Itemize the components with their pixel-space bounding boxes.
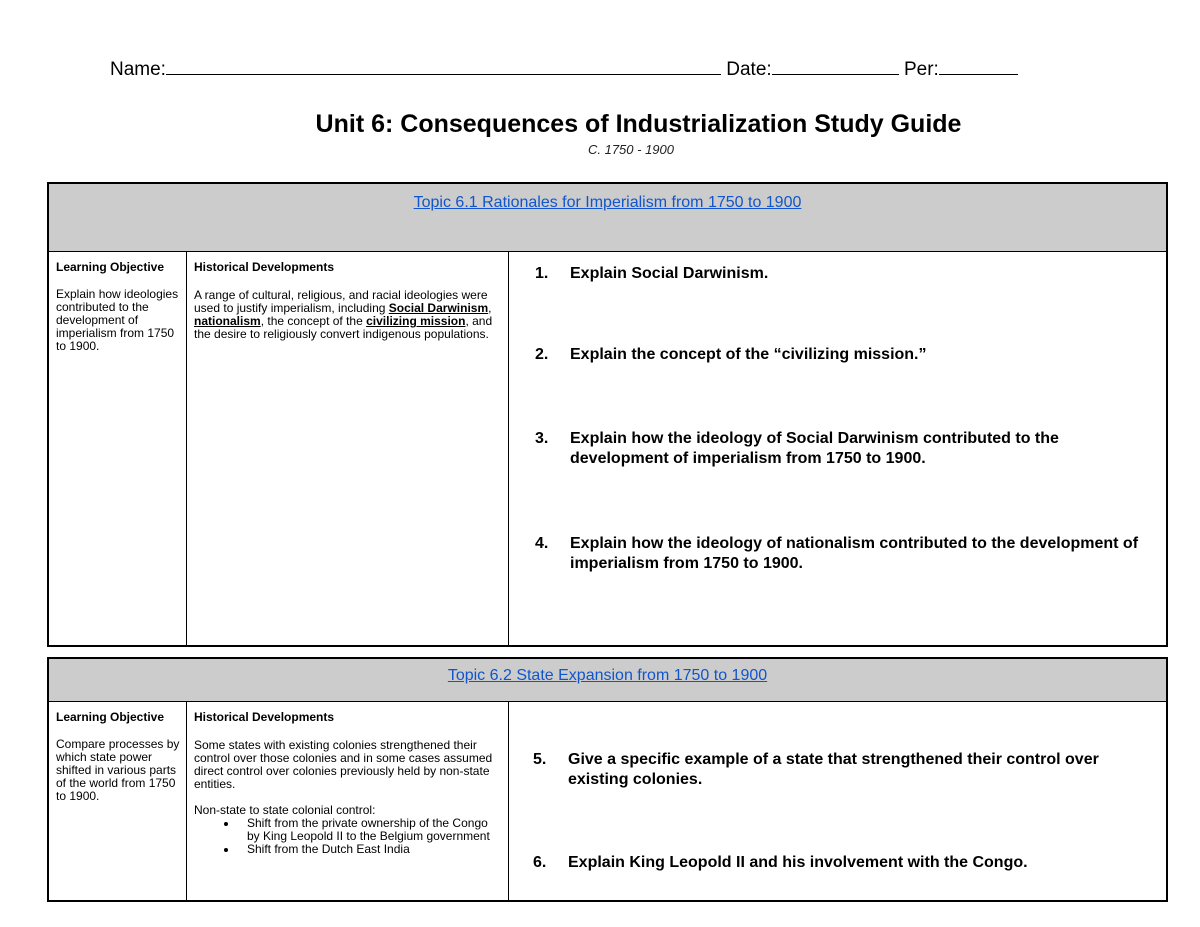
topic-6-2-header [48, 658, 1167, 702]
questions-cell [509, 252, 1168, 646]
question-1: 1. Explain Social Darwinism. [535, 265, 769, 282]
period-blank[interactable] [939, 56, 1018, 75]
learning-objective-text: Explain how ideologies contributed to the development of imperialism from 1750 to 1900. [56, 287, 179, 353]
question-5: 5. Give a specific example of a state that strengthened their control over existing colonies. [533, 751, 1099, 788]
topic-6-2-link[interactable]: Topic 6.2 State Expansion from 1750 to 1900 [447, 667, 768, 684]
question-3: 3. Explain how the ideology of Social Darwinism contributed to the development of imperialism from 1750 to 1900. [535, 430, 1059, 467]
historical-developments-cell [187, 252, 509, 646]
question-6: 6. Explain King Leopold II and his involvement with the Congo. [533, 854, 1028, 871]
page-title: Unit 6: Consequences of Industrialization Study Guide [315, 110, 962, 138]
date-label: Date: [726, 59, 772, 80]
historical-developments-heading: Historical Developments [194, 710, 335, 724]
name-blank[interactable] [166, 56, 721, 75]
historical-developments-text: Some states with existing colonies strengthened their control over those colonies and in some cases assumed direct control over colonies previously held by non-state entities. [194, 738, 493, 791]
learning-objective-heading: Learning Objective [56, 260, 165, 274]
learning-objective-cell [48, 252, 187, 646]
questions-cell [509, 702, 1168, 901]
student-info-line [110, 56, 1070, 81]
colonial-control-list [194, 817, 502, 856]
question-4: 4. Explain how the ideology of nationalism contributed to the development of imperialism from 1750 to 1900. [535, 535, 1139, 572]
term-civilizing-mission: civilizing mission [366, 314, 466, 328]
learning-objective-text: Compare processes by which state power shifted in various parts of the world from 1750 to 1900. [56, 737, 180, 803]
term-nationalism: nationalism [194, 314, 261, 328]
topic-6-1-table [47, 182, 1168, 647]
historical-developments-cell [187, 702, 509, 901]
learning-objective-heading: Learning Objective [56, 710, 165, 724]
list-item: • Shift from the Dutch East India [238, 843, 502, 856]
page-subtitle: C. 1750 - 1900 [587, 142, 674, 157]
list-item: • Shift from the private ownership of the Congo by King Leopold II to the Belgium government [238, 817, 502, 843]
topic-6-2-table [47, 657, 1168, 902]
topic-6-1-link[interactable]: Topic 6.1 Rationales for Imperialism from 1750 to 1900 [413, 194, 802, 211]
name-label: Name: [110, 59, 166, 80]
question-2: 2. Explain the concept of the “civilizing mission.” [535, 346, 927, 363]
period-label: Per: [903, 59, 939, 80]
topic-6-1-header [48, 183, 1167, 252]
term-social-darwinism: Social Darwinism [388, 301, 489, 315]
historical-developments-text: A range of cultural, religious, and racial ideologies were used to justify imperialism, including Social Darwinism, nationalism, the concept of the civilizing mission, and the desire to religiously convert indigenous populations. [194, 288, 493, 341]
colonial-control-label: Non-state to state colonial control: [194, 803, 376, 817]
historical-developments-heading: Historical Developments [194, 260, 335, 274]
learning-objective-cell [48, 702, 187, 901]
date-blank[interactable] [772, 56, 899, 75]
